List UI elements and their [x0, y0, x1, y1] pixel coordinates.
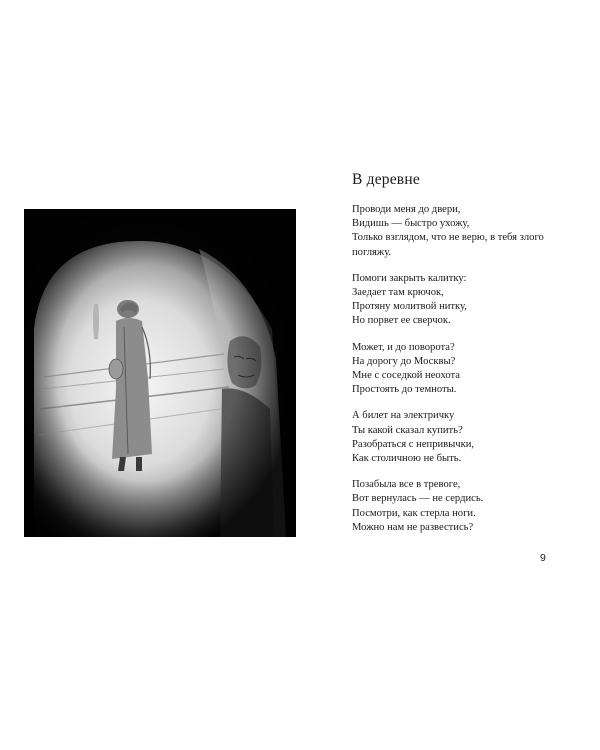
stanza-4 — [352, 409, 582, 466]
poem-line: Но порвет ее сверчок. — [352, 315, 451, 327]
poem-line: Разобраться с непривычки, — [352, 438, 475, 450]
poem-line: Заедает там крючок, — [352, 287, 444, 299]
illustration-drawing — [24, 209, 296, 537]
page-number: 9 — [540, 552, 546, 564]
poem — [352, 170, 582, 547]
poem-line: Помоги закрыть калитку: — [352, 272, 467, 284]
stanza-3 — [352, 341, 582, 398]
stanza-2 — [352, 272, 582, 329]
poem-line: Может, и до поворота? — [352, 341, 455, 353]
poem-line: Видишь — быстро ухожу, — [352, 218, 470, 230]
illustration — [24, 209, 296, 537]
poem-line: Вот вернулась — не сердись. — [352, 493, 484, 505]
poem-line: Проводи меня до двери, — [352, 204, 461, 215]
stanza-5 — [352, 478, 582, 535]
stanza-1 — [352, 203, 582, 260]
poem-line: Простоять до темноты. — [352, 384, 457, 396]
poem-line: На дорогу до Москвы? — [352, 355, 456, 367]
poem-title: В деревне — [352, 171, 420, 188]
poem-line: А билет на электричку — [352, 410, 455, 422]
poem-line: Мне с соседкой неохота — [352, 370, 460, 382]
poem-line: Посмотри, как стерла ноги. — [352, 507, 476, 519]
poem-line: Позабыла все в тревоге, — [352, 479, 461, 491]
poem-line: Можно нам не развестись? — [352, 521, 474, 533]
poem-line: Ты какой сказал купить? — [352, 424, 463, 436]
poem-line: Протяну молитвой нитку, — [352, 301, 467, 313]
poem-line: Как столичною не быть. — [352, 453, 462, 465]
poem-line: Только взглядом, что не верю, в тебя злого погляжу. — [352, 232, 544, 258]
